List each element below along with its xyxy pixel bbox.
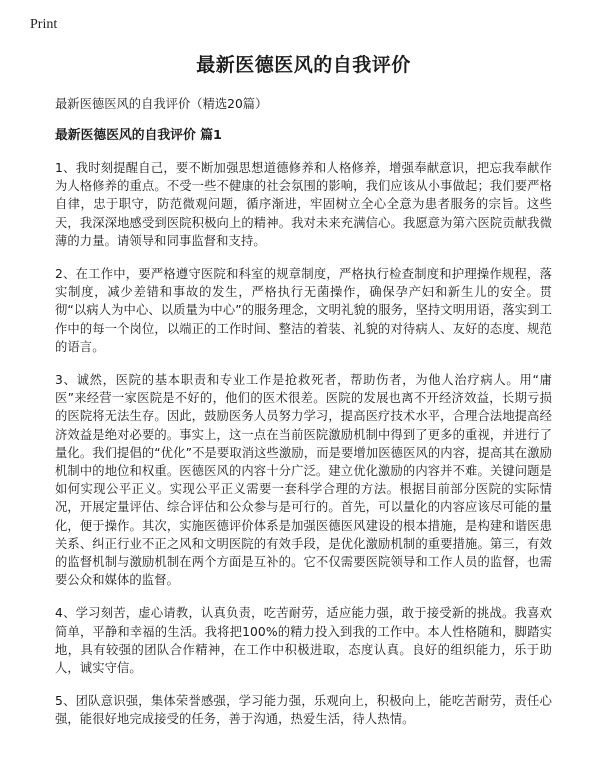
page-title: 最新医德医风的自我评价	[196, 54, 411, 76]
paragraph-2: 2、在工作中，要严格遵守医院和科室的规章制度，严格执行检查制度和护理操作规程，落实制度，减少差错和事故的发生，严格执行无菌操作，确保孕产妇和新生儿的安全。贯彻“以病人为中心、以质量为中心”的服务理念，文明礼貌的服务，坚持文明用语，落实到工作中的每一个岗位，以端正的工作时间、整洁的着装、礼貌的对待病人、友好的态度、规范的语言。	[55, 267, 552, 354]
print-label: Print	[30, 17, 58, 32]
paragraph-5: 5、团队意识强，集体荣誉感强，学习能力强，乐观向上，积极向上，能吃苦耐劳，责任心强，能很好地完成接受的任务，善于沟通，热爱生活，待人热情。	[55, 694, 552, 727]
document-subtitle: 最新医德医风的自我评价（精选20篇）	[55, 97, 268, 111]
section-heading: 最新医德医风的自我评价 篇1	[55, 128, 222, 143]
paragraph-3: 3、诚然，医院的基本职责和专业工作是抢救死者，帮助伤者，为他人治疗病人。用“庸医”来经营一家医院是不好的，他们的医术很差。医院的发展也离不开经济效益，长期亏损的医院将无法生存。因此，鼓励医务人员努力学习，提高医疗技术水平，合理合法地提高经济效益是绝对必要的。事实上，这一点在当前医院激励机制中得到了更多的重视，并进行了量化。我们提倡的“优化”不是要取消这些激励，而是要增加医德医风的内容，提高其在激励机制中的地位和权重。医德医风的内容十分广泛。建立优化激励的内容并不难。关键问题是如何实现公平正义。实现公平正义需要一套科学合理的方法。根据目前部分医院的实际情况，开展定量评估、综合评估和公众参与是可行的。首先，可以量化的内容应该尽可能的量化，便于操作。其次，实施医德评价体系是加强医德医风建设的根本措施，是构建和谐医患关系、纠正行业不正之风和文明医院的有效手段，是优化激励机制的重要措施。第三，有效的监督机制与激励机制在两个方面是互补的。它不仅需要医院领导和工作人员的监督，也需要公众和媒体的监督。	[55, 373, 552, 588]
document-page	[55, 52, 552, 744]
paragraph-1: 1、我时刻提醒自己，要不断加强思想道德修养和人格修养，增强奉献意识，把忘我奉献作为人格修养的重点。不受一些不健康的社会氛围的影响，我们应该从小事做起；我们要严格自律，忠于职守，防范微观问题，循序渐进，牢固树立全心全意为患者服务的宗旨。这些天，我深深地感受到医院积极向上的精神。我对未来充满信心。我愿意为第六医院贡献我微薄的力量。请领导和同事监督和支持。	[55, 161, 552, 248]
paragraph-4: 4、学习刻苦，虚心请教，认真负责，吃苦耐劳，适应能力强，敢于接受新的挑战。我喜欢简单，平静和幸福的生活。我将把100%的精力投入到我的工作中。本人性格随和，脚踏实地，具有较强的团队合作精神，在工作中积极进取，态度认真。良好的组织能力，乐于助人，诚实守信。	[55, 606, 552, 676]
